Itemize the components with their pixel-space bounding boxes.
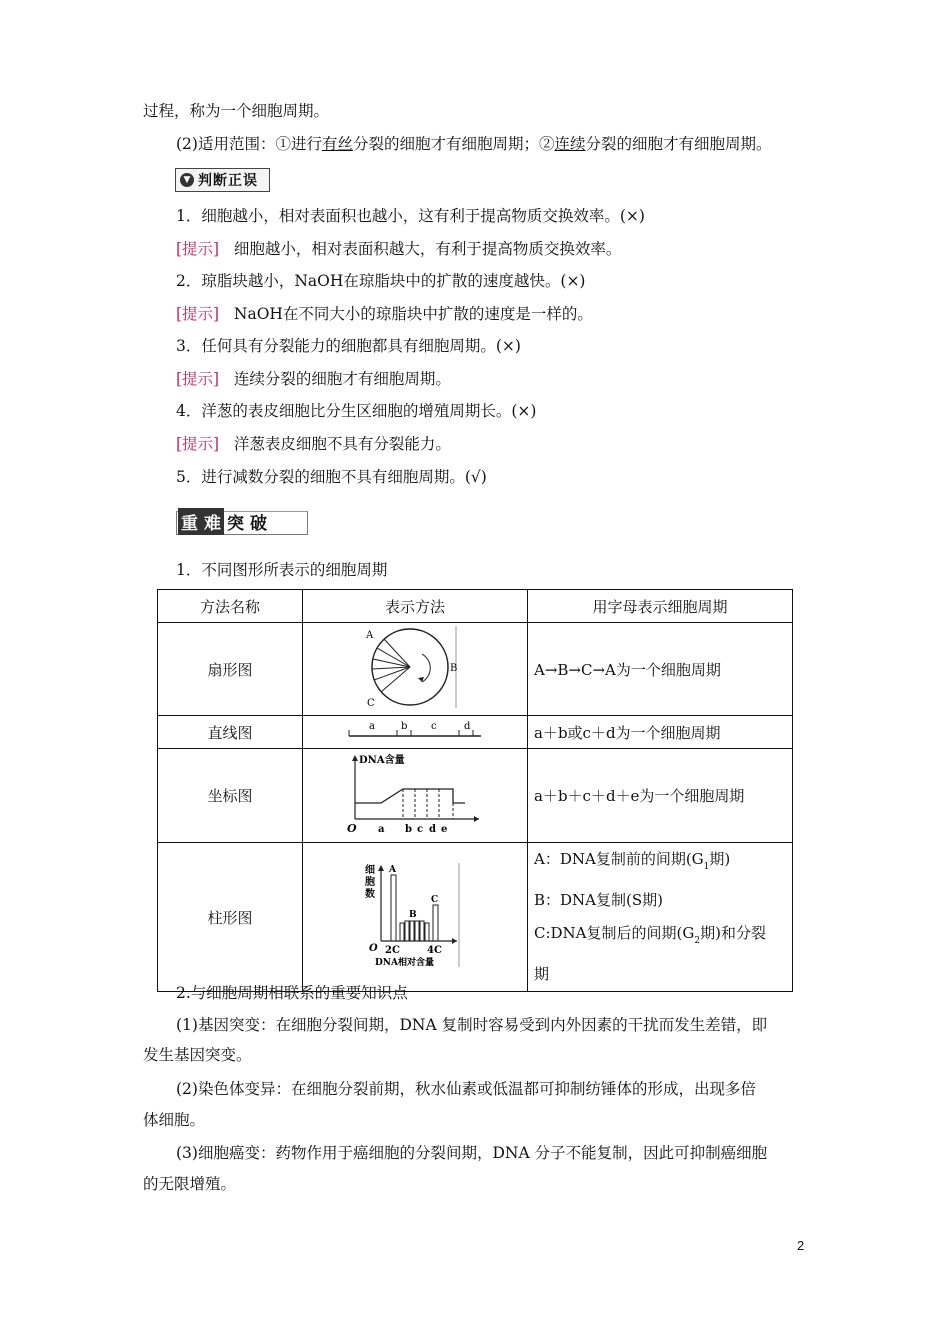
method-name: 柱形图 xyxy=(158,843,303,992)
hint-4 xyxy=(176,433,451,455)
pie-label-a: A xyxy=(366,630,374,641)
bar-origin: O xyxy=(369,943,378,954)
desc-subscript: 2 xyxy=(694,936,701,946)
desc-text: B：DNA复制(S期) xyxy=(534,891,663,909)
desc-text: C:DNA复制后的间期(G xyxy=(534,924,695,942)
desc-text: 期 xyxy=(534,965,550,983)
bar-xtick-2c: 2C xyxy=(385,945,400,956)
hint-3 xyxy=(176,368,451,390)
method-desc: a＋b＋c＋d＋e为一个细胞周期 xyxy=(528,749,793,843)
table-header: 表示方法 xyxy=(303,590,528,623)
judge-badge xyxy=(175,168,270,192)
line-label-b: b xyxy=(401,721,408,732)
line-label-c: c xyxy=(431,721,437,732)
coord-tick-e: e xyxy=(441,823,448,835)
coord-tick-c: c xyxy=(417,823,424,835)
section2-p3a: (3)细胞癌变：药物作用于癌细胞的分裂间期，DNA 分子不能复制，因此可抑制癌细胞 xyxy=(176,1144,768,1162)
judge-badge-label: 判断正误 xyxy=(198,173,258,189)
cell-cycle-table xyxy=(157,589,793,992)
bar-label-c: C xyxy=(431,895,439,905)
hint-text: 细胞越小，相对表面积越大，有利于提高物质交换效率。 xyxy=(233,240,622,258)
desc-line xyxy=(534,958,786,991)
text-span: 分裂的细胞才有细胞周期；② xyxy=(352,135,555,153)
page-number: 2 xyxy=(797,1238,805,1253)
section1-title: 1．不同图形所表示的细胞周期 xyxy=(176,561,388,579)
badge-char: 突 xyxy=(227,514,244,534)
hint-text: 连续分裂的细胞才有细胞周期。 xyxy=(233,370,451,388)
table-row xyxy=(158,623,793,716)
badge-char: 重 xyxy=(178,508,201,535)
intro-line-2 xyxy=(176,133,772,155)
underlined-term: 有丝 xyxy=(321,135,353,153)
key-points-badge xyxy=(176,497,308,543)
coord-tick-b: b xyxy=(405,823,412,835)
table-row xyxy=(158,843,793,992)
badge-char: 难 xyxy=(201,508,224,535)
table-header: 方法名称 xyxy=(158,590,303,623)
bar-ylabel-2: 胞 xyxy=(365,877,375,888)
desc-line xyxy=(534,884,786,917)
coord-tick-d: d xyxy=(429,823,436,835)
line-label-a: a xyxy=(369,721,375,732)
hint-2 xyxy=(176,303,593,325)
coord-ylabel: DNA含量 xyxy=(359,754,405,766)
bar-figure xyxy=(363,861,467,969)
judgment-5: 5．进行减数分裂的细胞不具有细胞周期。(√) xyxy=(176,468,487,486)
section2-p2a: (2)染色体变异：在细胞分裂前期，秋水仙素或低温都可抑制纺锤体的形成，出现多倍 xyxy=(176,1080,756,1098)
method-desc: a＋b或c＋d为一个细胞周期 xyxy=(528,716,793,749)
bar-ylabel-1: 细 xyxy=(365,865,375,876)
judgment-2: 2．琼脂块越小，NaOH在琼脂块中的扩散的速度越快。(×) xyxy=(176,272,586,290)
bar-ylabel-3: 数 xyxy=(365,889,375,900)
bar-figure-cell xyxy=(303,843,528,992)
line-figure-cell xyxy=(303,716,528,749)
desc-text: 期)和分裂 xyxy=(700,924,766,942)
desc-subscript: 1 xyxy=(703,862,710,872)
badge-chars xyxy=(178,508,270,535)
desc-line xyxy=(534,917,786,958)
method-name: 坐标图 xyxy=(158,749,303,843)
badge-char: 破 xyxy=(250,514,267,534)
desc-text: A：DNA复制前的间期(G xyxy=(534,850,704,868)
bar-xlabel: DNA相对含量 xyxy=(375,958,435,968)
section2-p1b: 发生基因突变。 xyxy=(143,1046,252,1064)
hint-label: [提示] xyxy=(176,305,220,323)
bar-label-a: A xyxy=(389,865,396,875)
table-row xyxy=(158,716,793,749)
table-header: 用字母表示细胞周期 xyxy=(528,590,793,623)
underlined-term: 连续 xyxy=(554,135,586,153)
hint-1 xyxy=(176,238,621,260)
line-figure xyxy=(345,718,485,742)
judgment-4: 4．洋葱的表皮细胞比分生区细胞的增殖周期长。(×) xyxy=(176,402,537,420)
hint-text: NaOH在不同大小的琼脂块中扩散的速度是一样的。 xyxy=(233,305,593,323)
section2-title: 2.与细胞周期相联系的重要知识点 xyxy=(176,984,408,1002)
section2-p2b: 体细胞。 xyxy=(143,1111,206,1129)
table-row xyxy=(158,749,793,843)
section2-p3b: 的无限增殖。 xyxy=(143,1175,237,1193)
pie-figure xyxy=(360,624,470,710)
hint-label: [提示] xyxy=(176,370,220,388)
desc-line xyxy=(534,843,786,884)
section2-p1a: (1)基因突变：在细胞分裂间期，DNA 复制时容易受到内外因素的干扰而发生差错，即 xyxy=(176,1016,768,1034)
coord-figure xyxy=(345,751,485,837)
bar-xtick-4c: 4C xyxy=(427,945,442,956)
hint-label: [提示] xyxy=(176,435,220,453)
text-span: 分裂的细胞才有细胞周期。 xyxy=(585,135,772,153)
method-name: 扇形图 xyxy=(158,623,303,716)
intro-line-1: 过程，称为一个细胞周期。 xyxy=(143,102,330,120)
method-name: 直线图 xyxy=(158,716,303,749)
pie-label-c: C xyxy=(367,698,375,709)
chevron-down-icon: ▼ xyxy=(180,173,194,187)
text-span: (2)适用范围：①进行 xyxy=(176,135,322,153)
pie-figure-cell xyxy=(303,623,528,716)
hint-label: [提示] xyxy=(176,240,220,258)
pie-label-b: B xyxy=(450,663,458,674)
coord-tick-a: a xyxy=(378,823,385,835)
hint-text: 洋葱表皮细胞不具有分裂能力。 xyxy=(233,435,451,453)
method-desc xyxy=(528,843,793,992)
table-header-row xyxy=(158,590,793,623)
coord-figure-cell xyxy=(303,749,528,843)
method-desc: A→B→C→A为一个细胞周期 xyxy=(528,623,793,716)
desc-text: 期) xyxy=(709,850,731,868)
judgment-3: 3．任何具有分裂能力的细胞都具有细胞周期。(×) xyxy=(176,337,521,355)
bar-label-b: B xyxy=(409,910,417,920)
coord-origin: O xyxy=(347,821,357,835)
judgment-1: 1．细胞越小，相对表面积也越小，这有利于提高物质交换效率。(×) xyxy=(176,207,645,225)
line-label-d: d xyxy=(464,721,471,732)
